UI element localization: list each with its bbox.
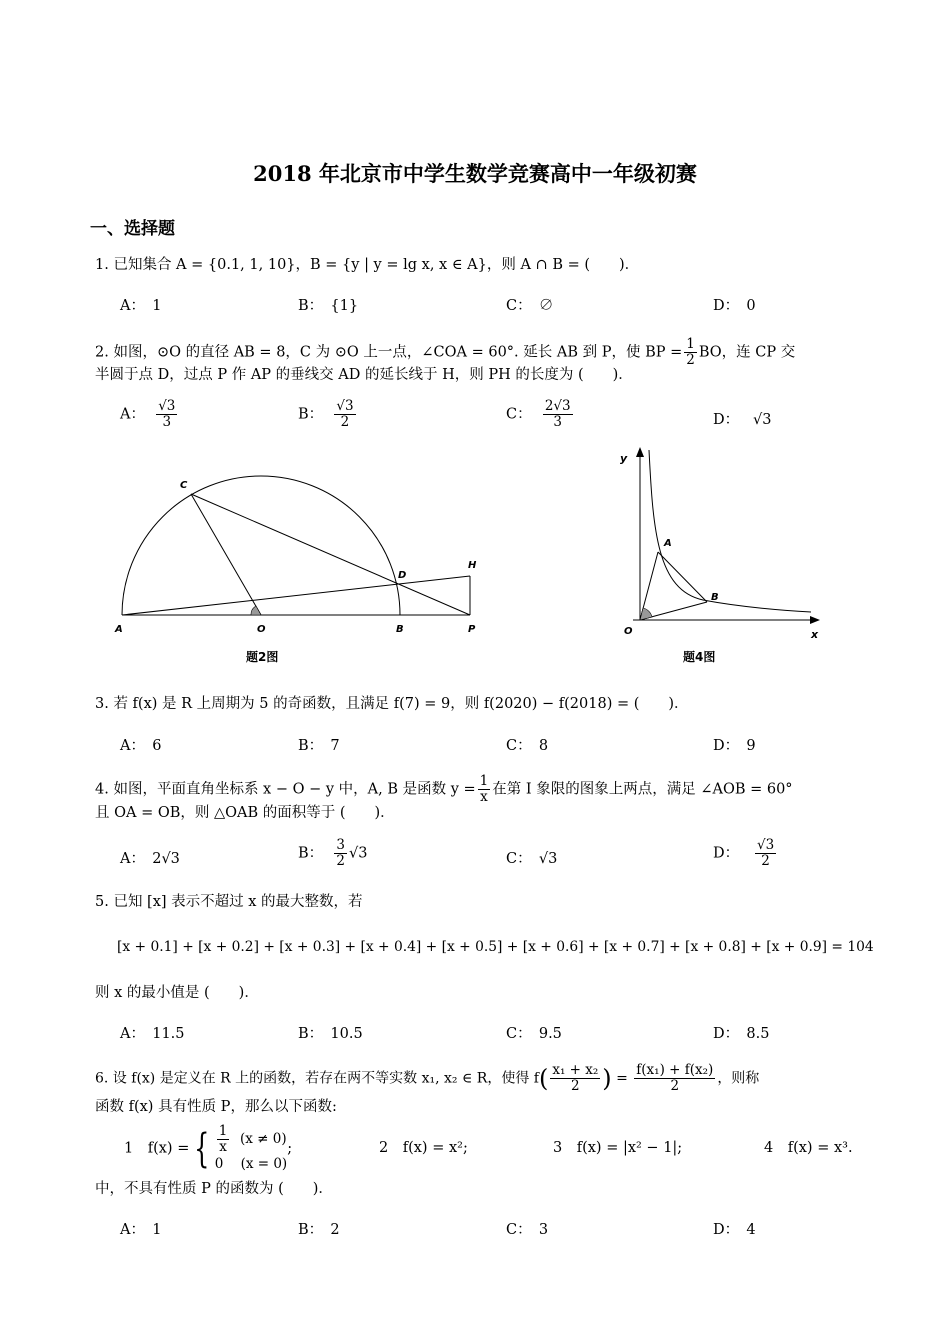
q2-opt-a-den: 3: [162, 414, 172, 430]
point-label-h: H: [468, 560, 477, 571]
q2-opt-d-value: √3: [752, 412, 772, 428]
q6-f1-prefix: 1 f(x) =: [124, 1140, 190, 1157]
q6-frac2-num: f(x₁) + f(x₂): [636, 1062, 714, 1078]
q2-text-a: 2. 如图，⊙O 的直径 AB = 8，C 为 ⊙O 上一点，∠COA = 60°. 延长 AB 到 P，使 BP =: [95, 344, 683, 361]
segment-ab: [658, 552, 707, 602]
figure-2-caption: 题2图: [246, 650, 279, 664]
q2-opt-a-label: A：: [120, 406, 145, 423]
point-label-o: O: [624, 626, 633, 637]
y-axis-arrow: [636, 447, 644, 457]
hyperbola-curve: [649, 450, 811, 612]
q4-opt-d-num: √3: [756, 837, 775, 853]
q2-option-b: [298, 399, 358, 430]
figure-4-caption: 题4图: [683, 650, 716, 664]
q2-frac: [684, 337, 697, 368]
q6-equals: =: [616, 1070, 628, 1087]
q6-text-b: ，则称: [717, 1070, 760, 1087]
point-label-a: A: [115, 624, 123, 635]
point-label-d: D: [398, 570, 407, 581]
page-title: 2018 年北京市中学生数学竞赛高中一年级初赛: [253, 161, 697, 186]
q2-option-c: [506, 399, 575, 430]
point-label-b: B: [396, 624, 404, 635]
q5-option-b: B： 10.5: [298, 1026, 363, 1042]
point-label-p: P: [468, 624, 476, 635]
q2-opt-b-num: √3: [336, 398, 354, 414]
q2-opt-c-num: 2√3: [544, 398, 571, 414]
q3-option-b: B： 7: [298, 738, 340, 754]
q4-opt-b-den: 2: [336, 853, 345, 869]
q5-option-d: D： 8.5: [713, 1026, 770, 1042]
left-brace-icon: {: [194, 1125, 210, 1172]
q6-text-a: 6. 设 f(x) 是定义在 R 上的函数，若存在两不等实数 x₁, x₂ ∈ R，使得 f: [95, 1070, 539, 1087]
q6-f1-suffix: ;: [287, 1140, 293, 1157]
q6-f1-case1-num: 1: [218, 1123, 228, 1139]
q4-opt-b-num: 3: [336, 837, 345, 853]
q1-option-b: B： {1}: [298, 298, 359, 314]
q2-opt-c-label: C：: [506, 406, 532, 423]
q6-f1-case1-den: x: [219, 1139, 227, 1155]
question-3-stem: 3. 若 f(x) 是 R 上周期为 5 的奇函数，且满足 f(7) = 9，则 f(2020) − f(2018) = ( )．: [95, 696, 689, 712]
question-5-equation: [x + 0.1] + [x + 0.2] + [x + 0.3] + [x + 0.4] + [x + 0.5] + [x + 0.6] + [x + 0.7] + [x + 0.8] + [x + 0.9] = 104: [117, 939, 874, 955]
angle-coa-marker: [251, 606, 261, 615]
point-label-o: O: [257, 624, 266, 635]
q2-text-b: BO，连 CP 交: [698, 344, 796, 361]
q6-function-1: [124, 1124, 292, 1173]
q2-opt-b-den: 2: [340, 414, 350, 430]
q4-frac-num: 1: [479, 773, 489, 789]
question-1-stem: 1. 已知集合 A = {0.1, 1, 10}，B = {y | y = lg x, x ∈ A}，则 A ∩ B = ( )．: [95, 257, 640, 273]
axis-label-y: y: [620, 452, 628, 465]
x-axis-arrow: [810, 616, 820, 624]
question-4-line-2: 且 OA = OB，则 △OAB 的面积等于 ( )．: [95, 805, 395, 821]
q1-option-c: C： ∅: [506, 298, 554, 314]
q4-opt-d-label: D：: [713, 845, 740, 862]
question-4-line-1: [95, 774, 793, 805]
segment-co: [191, 494, 261, 615]
section-heading: 一、选择题: [90, 219, 175, 239]
segment-ah: [122, 576, 470, 615]
point-label-c: C: [180, 480, 188, 491]
q2-frac-den: 2: [686, 352, 695, 368]
q2-opt-c-den: 3: [553, 414, 563, 430]
q6-f1-case2-cond: (x = 0): [240, 1156, 288, 1172]
q4-frac-den: x: [480, 789, 488, 805]
question-6-line-1: 6. 设 f(x) 是定义在 R 上的函数，若存在两不等实数 x₁, x₂ ∈ R，使得 f( $\frac{\text{x₁ + x₂}}{2}$ ) = $\frac{\text{f(x₁) + f(x₂)}}{2}$ ，则称: [95, 1062, 760, 1094]
q4-option-a: A： 2√3: [120, 851, 180, 867]
q6-function-2: 2 f(x) = x²;: [379, 1140, 468, 1156]
figure-2-diagram: [110, 470, 490, 640]
q4-option-b: [298, 838, 367, 869]
q6-frac2-den: 2: [670, 1078, 680, 1094]
q6-option-d: D： 4: [713, 1222, 756, 1238]
q3-option-d: D： 9: [713, 738, 756, 754]
q6-option-c: C： 3: [506, 1222, 549, 1238]
axis-label-x: x: [811, 628, 819, 640]
segment-cp: [191, 494, 470, 615]
q2-opt-d-label: D：: [713, 412, 740, 428]
question-5-line-3: 则 x 的最小值是 ( )．: [95, 985, 259, 1001]
figure-4-diagram: [615, 440, 835, 640]
question-6-line-2: 函数 f(x) 具有性质 P，那么以下函数:: [95, 1099, 337, 1115]
q5-option-c: C： 9.5: [506, 1026, 562, 1042]
q6-frac1-num: x₁ + x₂: [552, 1062, 599, 1078]
q6-function-3: 3 f(x) = |x² − 1|;: [553, 1140, 683, 1156]
q4-opt-b-label: B：: [298, 845, 324, 862]
q1-option-d: D： 0: [713, 298, 756, 314]
q1-option-a: A： 1: [120, 298, 162, 314]
semicircle-arc: [122, 476, 400, 615]
q6-frac1-den: 2: [571, 1078, 580, 1094]
q2-opt-b-label: B：: [298, 406, 324, 423]
q6-f1-case2-val: 0: [214, 1156, 224, 1172]
q2-option-a: [120, 399, 179, 430]
question-6-line-4: 中，不具有性质 P 的函数为 ( )．: [95, 1181, 333, 1197]
q2-option-d: [713, 408, 771, 429]
q6-f1-case1-cond: (x ≠ 0): [239, 1131, 287, 1147]
q4-frac: [478, 774, 491, 805]
q6-function-4: 4 f(x) = x³.: [764, 1140, 853, 1156]
q4-opt-b-tail: √3: [348, 845, 368, 862]
q4-option-d: [713, 838, 778, 869]
question-2-line-2: 半圆于点 D，过点 P 作 AP 的垂线交 AD 的延长线于 H，则 PH 的长度为 ( )．: [95, 367, 633, 383]
q6-option-b: B： 2: [298, 1222, 340, 1238]
q4-option-c: C： √3: [506, 851, 558, 867]
q4-text-b: 在第 I 象限的图象上两点，满足 ∠AOB = 60°: [492, 781, 793, 798]
q6-option-a: A： 1: [120, 1222, 162, 1238]
q5-option-a: A： 11.5: [120, 1026, 185, 1042]
q4-text-a: 4. 如图，平面直角坐标系 x − O − y 中，A, B 是函数 y =: [95, 781, 476, 798]
point-label-a: A: [664, 538, 672, 549]
q2-frac-num: 1: [686, 336, 695, 352]
point-label-b: B: [711, 592, 719, 603]
q4-opt-d-den: 2: [761, 853, 770, 869]
q2-opt-a-num: √3: [158, 398, 176, 414]
question-5-line-1: 5. 已知 [x] 表示不超过 x 的最大整数，若: [95, 894, 363, 910]
q3-option-a: A： 6: [120, 738, 162, 754]
q3-option-c: C： 8: [506, 738, 549, 754]
angle-aob-marker: [640, 608, 652, 620]
